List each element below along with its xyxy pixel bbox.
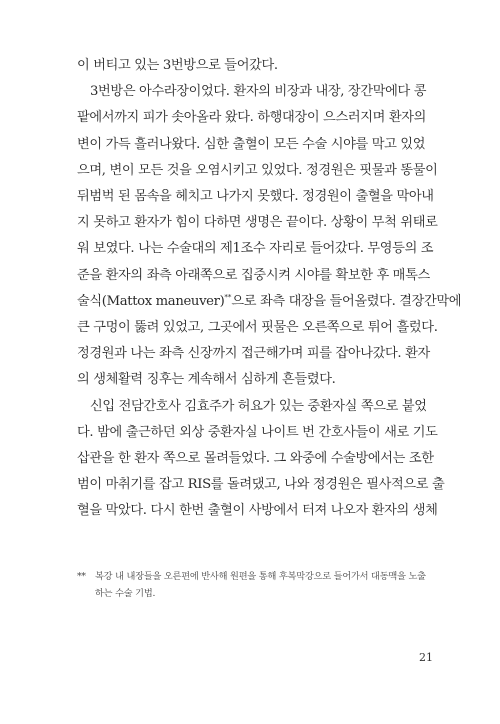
footnote-line: 복강 내 내장들을 오른편에 반사해 원편을 통해 후복막강으로 들어가서 대동맥을 노출 bbox=[95, 571, 426, 582]
text-line: 3번방은 아수라장이었다. 환자의 비장과 내장, 장간막에다 콩 bbox=[90, 84, 427, 100]
text-line: 의 생체활력 징후는 계속해서 심하게 흔들렸다. bbox=[77, 372, 336, 388]
footnote-marker: ** bbox=[77, 571, 86, 582]
text-line: 뒤범벅 된 몸속을 헤치고 나가지 못했다. 정경원이 출혈을 막아내 bbox=[77, 189, 434, 205]
footnote-reference: ** bbox=[224, 293, 232, 302]
text-segment: 술식(Mattox maneuver) bbox=[77, 293, 225, 309]
text-line: 팥에서까지 피가 솟아올라 왔다. 하행대장이 으스러지며 환자의 bbox=[77, 110, 427, 126]
text-line: 신입 전담간호사 김효주가 허요가 있는 중환자실 쪽으로 붙었 bbox=[90, 398, 427, 414]
text-line: 다. 밤에 출근하던 외상 중환자실 나이트 번 간호사들이 새로 기도 bbox=[77, 424, 438, 440]
text-line: 큰 구멍이 뚫려 있었고, 그곳에서 핏물은 오른쪽으로 튀어 흘렀다. bbox=[77, 320, 438, 336]
text-line: 이 버티고 있는 3번방으로 들어갔다. bbox=[77, 58, 278, 73]
text-line: 워 보였다. 나는 수술대의 제1조수 자리로 들어갔다. 무영등의 조 bbox=[77, 241, 434, 257]
page-number: 21 bbox=[419, 651, 433, 664]
text-line: 변이 가득 흘러나왔다. 심한 출혈이 모든 수술 시야를 막고 있었 bbox=[77, 136, 426, 152]
footnote-text bbox=[95, 568, 427, 602]
text-segment: 으로 좌측 대장을 들어올렸다. 결장간막에 bbox=[231, 293, 462, 309]
text-line: 준을 환자의 좌측 아래쪽으로 집중시켜 시야를 확보한 후 매톡스 bbox=[77, 267, 430, 283]
text-line-with-footnote bbox=[77, 289, 462, 315]
footnote-line: 하는 수술 기법. bbox=[95, 588, 156, 599]
text-line: 범이 마취기를 잡고 RIS를 돌려댔고, 나와 정경원은 필사적으로 출 bbox=[77, 477, 445, 493]
text-line: 삽관을 한 환자 쪽으로 몰려들었다. 그 와중에 수술방에서는 조한 bbox=[77, 451, 434, 467]
text-line: 정경원과 나는 좌측 신장까지 접근해가며 피를 잡아나갔다. 환자 bbox=[77, 346, 430, 362]
text-line: 혈을 막았다. 다시 한번 출혈이 사방에서 터져 나오자 환자의 생체 bbox=[77, 503, 438, 519]
text-line: 지 못하고 환자가 힘이 다하면 생명은 끝이다. 상황이 무척 위태로 bbox=[77, 215, 438, 231]
body-text bbox=[77, 53, 462, 525]
footnote bbox=[77, 568, 427, 602]
text-line: 으며, 변이 모든 것을 오염시키고 있었다. 정경원은 핏물과 똥물이 bbox=[77, 162, 438, 178]
